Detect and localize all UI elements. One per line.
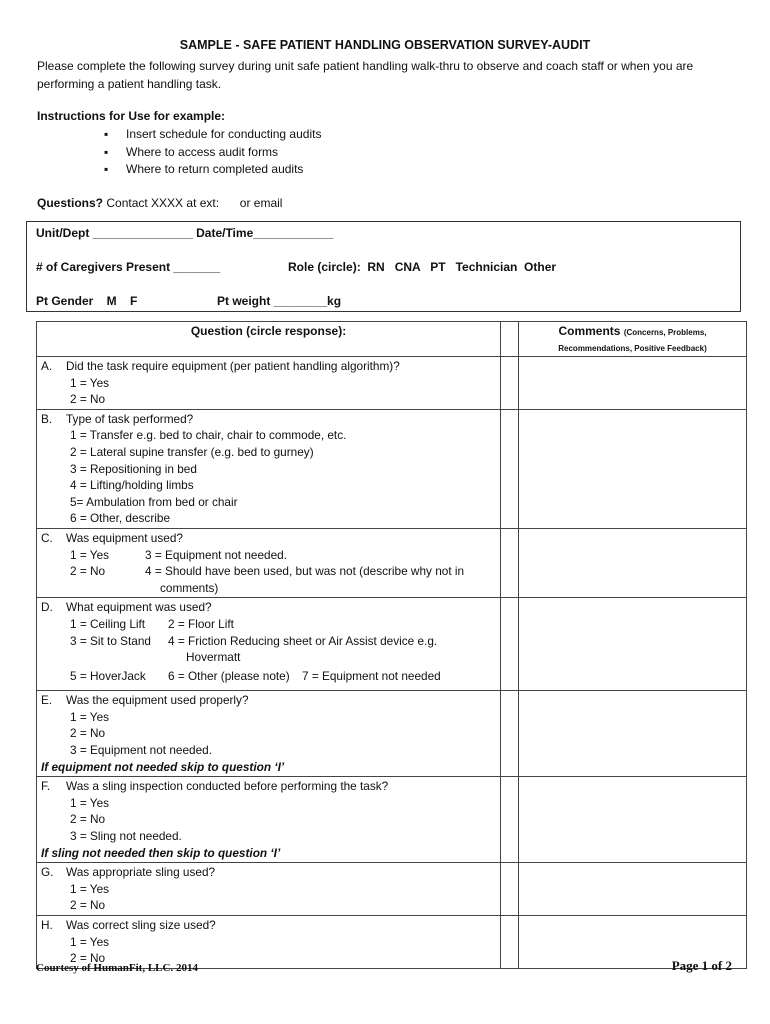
table-row: [37, 777, 747, 863]
response-cell[interactable]: [501, 528, 519, 597]
instructions-list: [104, 126, 321, 179]
question-letter: C.: [41, 530, 53, 545]
option[interactable]: 1 = Yes: [70, 547, 110, 562]
option[interactable]: 2 = Lateral supine transfer (e.g. bed to gurney): [70, 444, 314, 459]
comment-cell[interactable]: [519, 777, 747, 863]
option[interactable]: 5= Ambulation from bed or chair: [70, 494, 238, 509]
table-row: [37, 916, 747, 969]
option-continued: comments): [160, 580, 219, 595]
question-h: [37, 916, 501, 969]
question-text: Was the equipment used properly?: [66, 693, 249, 708]
response-cell[interactable]: [501, 863, 519, 916]
comment-cell[interactable]: [519, 409, 747, 528]
question-text: What equipment was used?: [66, 600, 212, 615]
page-title: SAMPLE - SAFE PATIENT HANDLING OBSERVATION SURVEY-AUDIT: [179, 38, 591, 52]
option[interactable]: 7 = Equipment not needed: [302, 668, 441, 683]
table-row: [37, 863, 747, 916]
table-header-row: [37, 322, 747, 357]
option[interactable]: 3 = Equipment not needed.: [70, 743, 213, 758]
question-letter: H.: [41, 918, 53, 932]
comment-cell[interactable]: [519, 863, 747, 916]
question-text: Did the task require equipment (per patient handling algorithm)?: [66, 359, 400, 373]
comments-note: Recommendations, Positive Feedback): [558, 344, 707, 353]
response-cell[interactable]: [501, 357, 519, 410]
caregivers-field[interactable]: # of Caregivers Present _______: [36, 260, 221, 274]
option[interactable]: 3 = Sit to Stand: [70, 633, 151, 648]
contact-line: [37, 196, 282, 210]
question-letter: D.: [41, 600, 53, 615]
table-row: [37, 528, 747, 597]
question-g: [37, 863, 501, 916]
option[interactable]: 1 = Yes: [70, 375, 110, 390]
option[interactable]: 1 = Yes: [70, 934, 110, 949]
comment-cell[interactable]: [519, 598, 747, 691]
question-f: [37, 777, 501, 863]
response-cell[interactable]: [501, 598, 519, 691]
question-text: Type of task performed?: [66, 411, 194, 426]
footer-credit: Courtesy of HumanFit, LLC. 2014: [36, 962, 198, 974]
option[interactable]: 6 = Other, describe: [70, 511, 171, 526]
question-text: Was appropriate sling used?: [66, 865, 216, 880]
survey-table: [36, 321, 747, 969]
option[interactable]: 4 = Friction Reducing sheet or Air Assist device e.g.: [168, 633, 438, 648]
option[interactable]: 2 = No: [70, 812, 106, 827]
option[interactable]: 2 = No: [70, 951, 106, 966]
instruction-item: ▪ Insert schedule for conducting audits: [104, 126, 321, 144]
option[interactable]: 2 = No: [70, 898, 106, 913]
question-letter: G.: [41, 865, 54, 880]
option[interactable]: 1 = Yes: [70, 795, 110, 810]
option[interactable]: 1 = Ceiling Lift: [70, 616, 146, 631]
option[interactable]: 1 = Yes: [70, 709, 110, 724]
intro-text: Please complete the following survey during unit safe patient handling walk-thru to observe and coach staff or when you are performing a patient handling task.: [37, 59, 694, 91]
question-text: Was correct sling size used?: [66, 918, 216, 932]
question-letter: B.: [41, 411, 53, 426]
question-letter: F.: [41, 779, 51, 794]
question-text: Was equipment used?: [66, 530, 183, 545]
question-b: [37, 409, 501, 528]
response-cell[interactable]: [501, 916, 519, 969]
instruction-item: ▪ Where to access audit forms: [104, 144, 321, 162]
question-c: [37, 528, 501, 597]
option[interactable]: 1 = Transfer e.g. bed to chair, chair to commode, etc.: [70, 428, 347, 443]
question-letter: E.: [41, 693, 53, 708]
page-number: Page 1 of 2: [671, 958, 732, 973]
option[interactable]: 2 = No: [70, 564, 106, 579]
question-letter: A.: [41, 359, 53, 373]
contact-email: or email: [239, 196, 283, 210]
response-cell[interactable]: [501, 409, 519, 528]
question-text: Was a sling inspection conducted before performing the task?: [66, 779, 389, 794]
table-row: [37, 357, 747, 410]
option[interactable]: 6 = Other (please note): [168, 668, 290, 683]
questions-label: Questions?: [37, 196, 104, 210]
skip-instruction: If sling not needed then skip to question ‘I’: [41, 845, 281, 860]
weight-field[interactable]: Pt weight ________kg: [217, 294, 342, 308]
skip-instruction: If equipment not needed skip to question ‘I’: [41, 759, 285, 774]
option[interactable]: 2 = No: [70, 726, 106, 741]
question-a: [37, 357, 501, 410]
blank-header: [501, 322, 519, 357]
comments-note: (Concerns, Problems,: [623, 328, 707, 337]
response-cell[interactable]: [501, 691, 519, 777]
option[interactable]: 3 = Sling not needed.: [70, 829, 182, 844]
option[interactable]: 5 = HoverJack: [70, 668, 146, 683]
response-cell[interactable]: [501, 777, 519, 863]
role-field[interactable]: Role (circle): RN CNA PT Technician Other: [288, 260, 557, 274]
comments-label: Comments: [558, 324, 621, 338]
table-row: [37, 409, 747, 528]
option[interactable]: 3 = Equipment not needed.: [145, 547, 288, 562]
gender-field[interactable]: Pt Gender M F: [36, 294, 138, 308]
comment-cell[interactable]: [519, 691, 747, 777]
option[interactable]: 3 = Repositioning in bed: [70, 461, 197, 476]
question-e: [37, 691, 501, 777]
option[interactable]: 2 = Floor Lift: [168, 616, 234, 631]
instructions-heading: Instructions for Use for example:: [37, 109, 226, 123]
table-row: [37, 598, 747, 691]
unit-date-field[interactable]: Unit/Dept _______________ Date/Time____________: [36, 226, 334, 240]
option[interactable]: 4 = Should have been used, but was not (describe why not in: [145, 564, 465, 579]
option[interactable]: 2 = No: [70, 392, 106, 407]
question-d: [37, 598, 501, 691]
info-box: [26, 221, 741, 312]
table-row: [37, 691, 747, 777]
option[interactable]: 1 = Yes: [70, 881, 110, 896]
comment-cell[interactable]: [519, 528, 747, 597]
instruction-item: ▪ Where to return completed audits: [104, 161, 321, 179]
contact-text: Contact XXXX at ext:: [106, 196, 220, 210]
comment-cell[interactable]: [519, 357, 747, 410]
question-header: Question (circle response):: [37, 322, 501, 357]
option[interactable]: 4 = Lifting/holding limbs: [70, 478, 194, 493]
option-continued: Hovermatt: [186, 650, 241, 665]
comments-header: [519, 322, 747, 357]
